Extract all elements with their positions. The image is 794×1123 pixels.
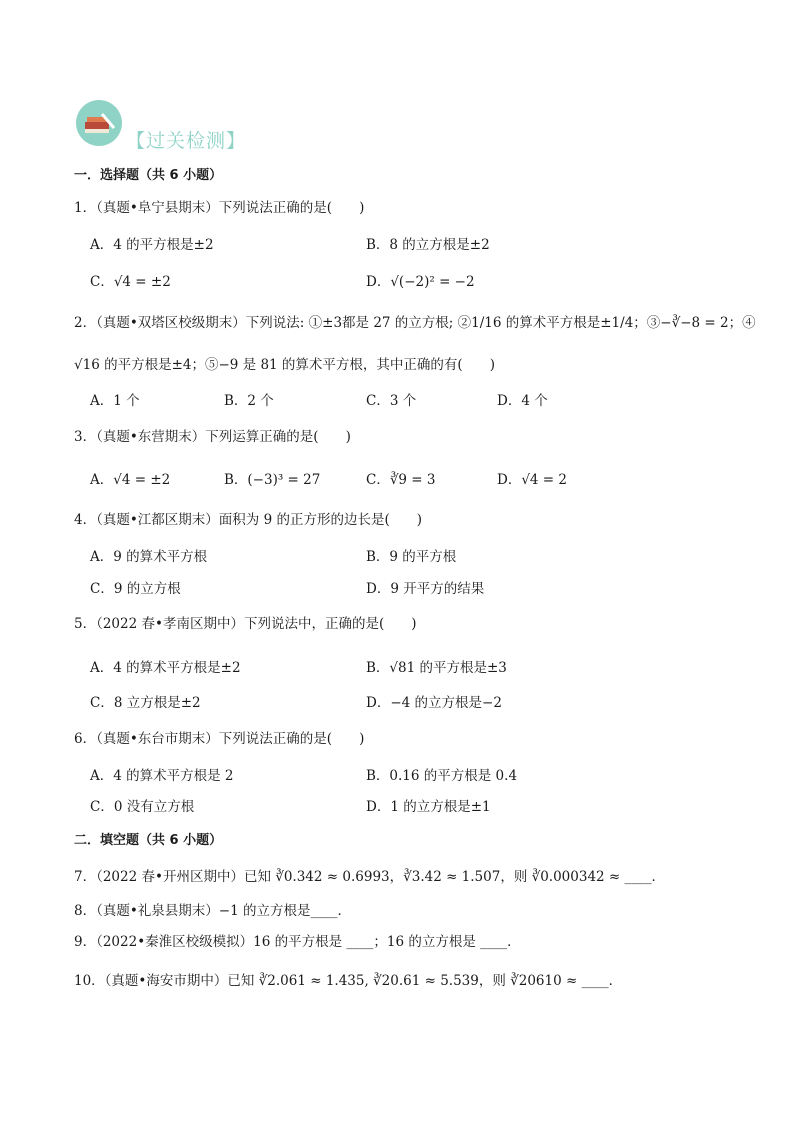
question-10: 10．（真题•海安市期中）已知 ∛2.061 ≈ 1.435, ∛20.61 ≈ 5.539，则 ∛20610 ≈ ____． <box>74 973 623 989</box>
question-1-option-c: C．√4 = ±2 <box>90 274 171 290</box>
question-3-option-b: B．(−3)³ = 27 <box>224 472 321 488</box>
question-4-option-b: B．9 的平方根 <box>366 549 457 565</box>
question-8: 8．（真题•礼泉县期末）−1 的立方根是____． <box>74 903 351 919</box>
question-6-stem: 6．（真题•东台市期末）下列说法正确的是( ) <box>74 731 365 747</box>
question-3-stem: 3．（真题•东营期末）下列运算正确的是( ) <box>74 429 351 445</box>
question-2-stem: 2．（真题•双塔区校级期末）下列说法: ①±3都是 27 的立方根; ②1/16 的算术平方根是±1/4；③−∛−8 = 2；④ <box>74 315 756 331</box>
question-5-option-c: C．8 立方根是±2 <box>90 695 201 711</box>
question-6-option-c: C．0 没有立方根 <box>90 799 195 815</box>
question-3-option-d: D．√4 = 2 <box>497 472 567 488</box>
question-3-option-c: C．∛9 = 3 <box>366 472 436 488</box>
question-1-option-d: D．√(−2)² = −2 <box>366 274 475 290</box>
question-2-option-b: B．2 个 <box>224 393 274 409</box>
question-4-stem: 4．（真题•江都区期末）面积为 9 的正方形的边长是( ) <box>74 512 423 528</box>
question-2-option-c: C．3 个 <box>366 393 417 409</box>
book-logo-icon <box>76 100 122 146</box>
question-7: 7．（2022 春•开州区期中）已知 ∛0.342 ≈ 0.6993，∛3.42 ≈ 1.507，则 ∛0.000342 ≈ ____． <box>74 869 666 885</box>
question-5-option-d: D．−4 的立方根是−2 <box>366 695 502 711</box>
question-3-option-a: A．√4 = ±2 <box>90 472 171 488</box>
question-6-option-b: B．0.16 的平方根是 0.4 <box>366 768 518 784</box>
section-heading-choice: 一．选择题（共 6 小题） <box>74 168 223 183</box>
question-2-option-a: A．1 个 <box>90 393 140 409</box>
question-2-option-d: D．4 个 <box>497 393 548 409</box>
question-5-option-b: B．√81 的平方根是±3 <box>366 660 507 676</box>
question-6-option-a: A．4 的算术平方根是 2 <box>90 768 234 784</box>
question-4-option-d: D．9 开平方的结果 <box>366 581 485 597</box>
question-4-option-c: C．9 的立方根 <box>90 581 181 597</box>
question-6-option-d: D．1 的立方根是±1 <box>366 799 491 815</box>
question-1-option-b: B．8 的立方根是±2 <box>366 237 490 253</box>
question-5-option-a: A．4 的算术平方根是±2 <box>90 660 241 676</box>
section-title: 【过关检测】 <box>126 130 247 152</box>
question-1-stem: 1．（真题•阜宁县期末）下列说法正确的是( ) <box>74 200 365 216</box>
question-4-option-a: A．9 的算术平方根 <box>90 549 208 565</box>
question-2-stem-cont: √16 的平方根是±4；⑤−9 是 81 的算术平方根，其中正确的有( ) <box>74 357 495 373</box>
section-heading-fill: 二．填空题（共 6 小题） <box>74 833 223 848</box>
question-9: 9．（2022•秦淮区校级模拟）16 的平方根是 ____；16 的立方根是 ____． <box>74 934 521 950</box>
question-5-stem: 5．（2022 春•孝南区期中）下列说法中，正确的是( ) <box>74 616 417 632</box>
question-1-option-a: A．4 的平方根是±2 <box>90 237 214 253</box>
